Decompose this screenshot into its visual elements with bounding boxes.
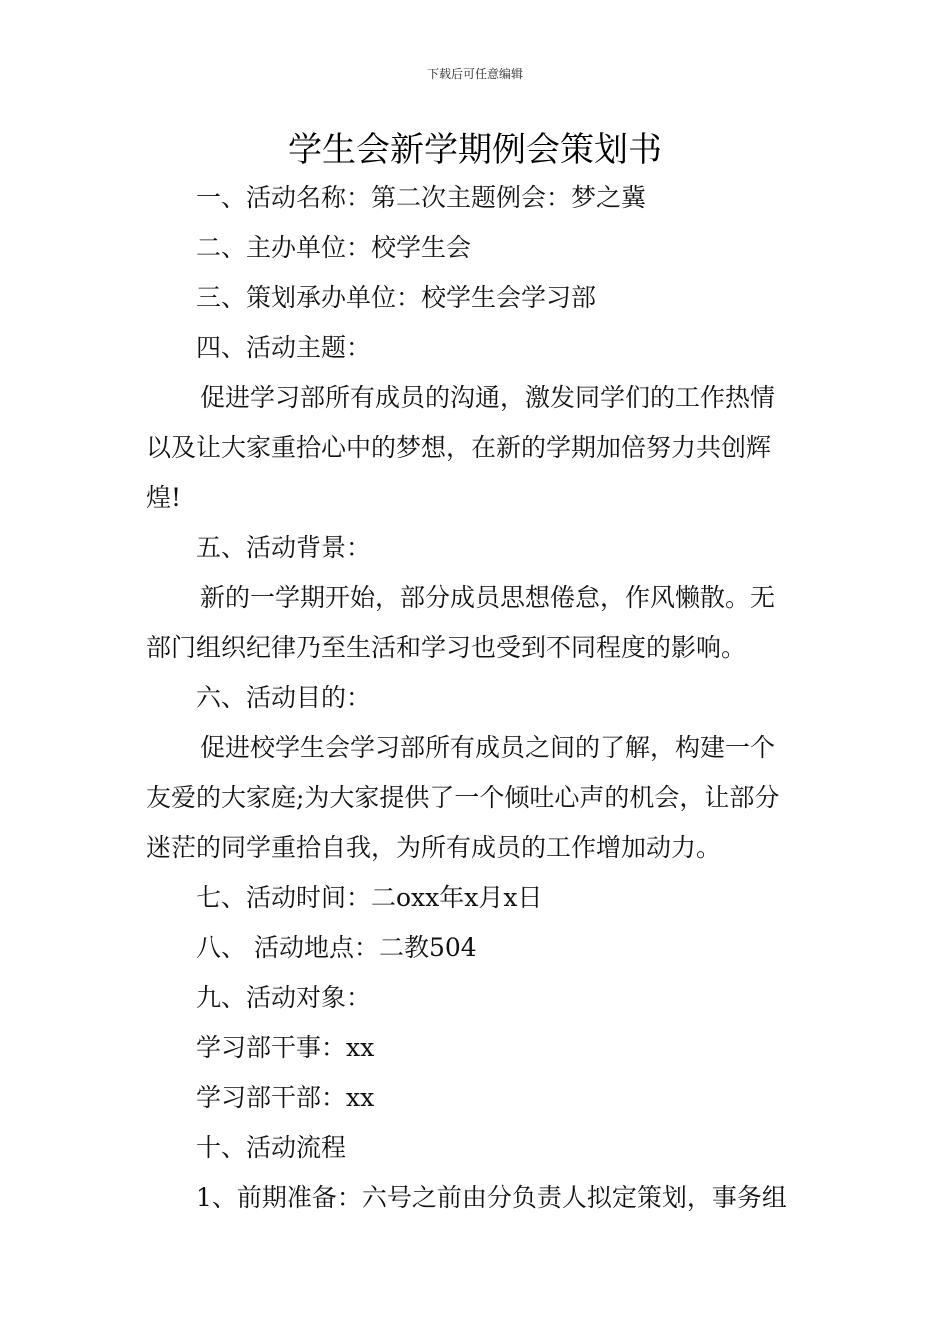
location-line: 八、 活动地点：二教504 <box>196 933 477 962</box>
purpose-heading: 六、活动目的： <box>196 683 372 712</box>
organizer-line: 二、主办单位：校学生会 <box>196 233 472 262</box>
audience-cadre-line: 学习部干部：xx <box>196 1083 375 1112</box>
audience-heading: 九、活动对象： <box>196 983 372 1012</box>
background-heading: 五、活动背景： <box>196 533 372 562</box>
purpose-text-line-3: 迷茫的同学重拾自我，为所有成员的工作增加动力。 <box>146 833 722 862</box>
planner-line: 三、策划承办单位：校学生会学习部 <box>196 283 597 312</box>
process-heading: 十、活动流程 <box>196 1133 347 1162</box>
purpose-text-line-2: 友爱的大家庭;为大家提供了一个倾吐心声的机会，让部分 <box>146 783 780 812</box>
theme-text-line-1: 促进学习部所有成员的沟通，激发同学们的工作热情 <box>200 383 776 412</box>
theme-text-line-3: 煌! <box>146 483 182 512</box>
audience-staff-line: 学习部干事：xx <box>196 1033 375 1062</box>
download-note: 下载后可任意编辑 <box>426 67 523 81</box>
document-title: 学生会新学期例会策划书 <box>288 130 662 170</box>
theme-heading: 四、活动主题： <box>196 333 372 362</box>
preparation-line: 1、前期准备：六号之前由分负责人拟定策划，事务组 <box>196 1183 787 1212</box>
background-text-line-1: 新的一学期开始，部分成员思想倦怠，作风懒散。无 <box>200 583 776 612</box>
activity-name-line: 一、活动名称：第二次主题例会：梦之冀 <box>196 183 647 212</box>
time-line: 七、活动时间：二oxx年x月x日 <box>196 883 543 912</box>
background-text-line-2: 部门组织纪律乃至生活和学习也受到不同程度的影响。 <box>146 633 747 662</box>
purpose-text-line-1: 促进校学生会学习部所有成员之间的了解，构建一个 <box>200 733 776 762</box>
theme-text-line-2: 以及让大家重拾心中的梦想，在新的学期加倍努力共创辉 <box>146 433 772 462</box>
